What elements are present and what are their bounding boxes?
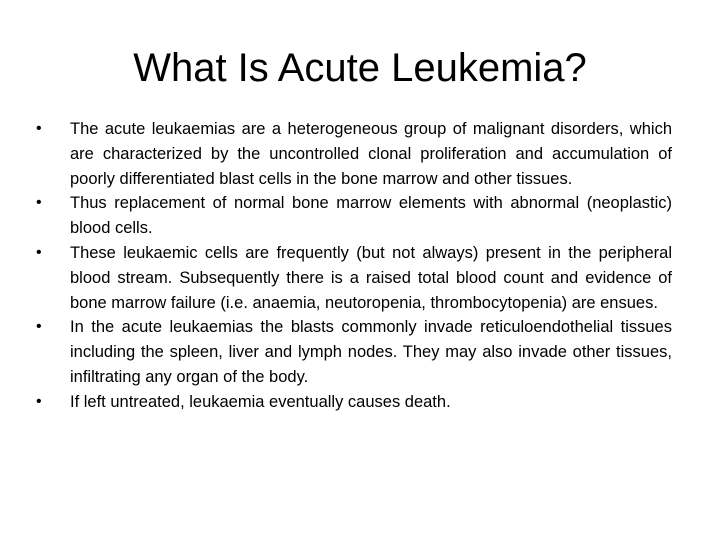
bullet-item <box>36 315 672 389</box>
bullet-icon: • <box>36 120 42 137</box>
bullet-text: Thus replacement of normal bone marrow elements with abnormal (neoplastic) blood cells. <box>70 194 672 238</box>
bullet-item <box>36 191 672 241</box>
bullet-text: In the acute leukaemias the blasts commonly invade reticuloendothelial tissues including the spleen, liver and lymph nodes. They may also invade other tissues, infiltrating any organ of the body. <box>70 318 672 386</box>
bullet-item <box>36 117 672 191</box>
bullet-icon: • <box>36 243 42 261</box>
bullet-icon: • <box>36 392 42 410</box>
bullet-list <box>36 117 672 415</box>
bullet-item <box>36 390 672 415</box>
bullet-text: The acute leukaemias are a heterogeneous group of malignant disorders, which are characterized by the uncontrolled clonal proliferation and accumulation of poorly differentiated blast cells in the bone marrow and other tissues. <box>70 120 672 188</box>
bullet-text: If left untreated, leukaemia eventually causes death. <box>70 392 451 411</box>
bullet-item <box>36 241 672 315</box>
bullet-icon: • <box>36 318 42 336</box>
bullet-text: These leukaemic cells are frequently (but not always) present in the peripheral blood stream. Subsequently there is a raised total blood count and evidence of bone marrow failure (i.e. anaemia, neutoropenia, thrombocytopenia) are ensues. <box>70 243 672 312</box>
slide-title: What Is Acute Leukemia? <box>133 46 587 90</box>
bullet-icon: • <box>36 194 42 212</box>
